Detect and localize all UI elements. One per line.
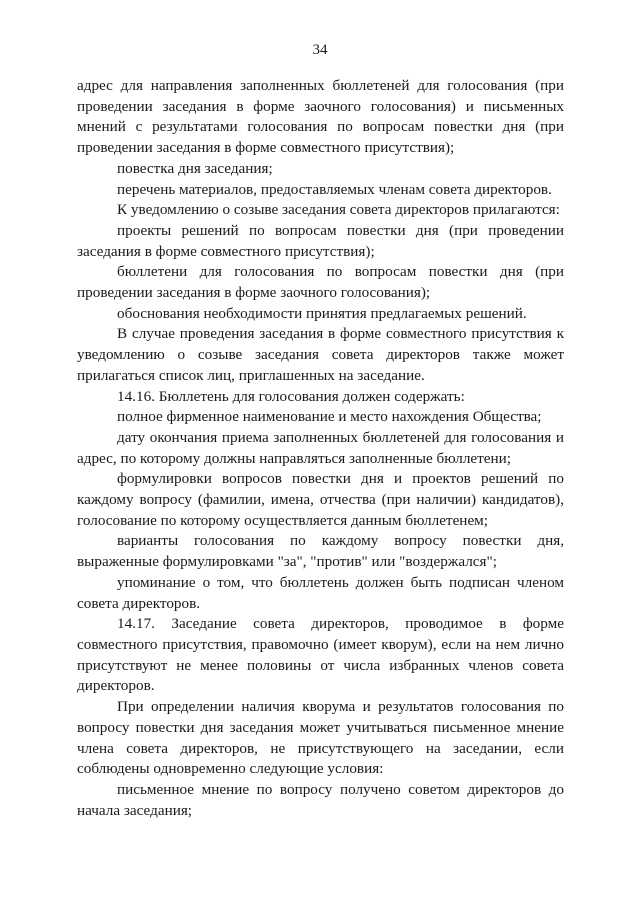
- paragraph: дату окончания приема заполненных бюллетеней для голосования и адрес, по которому должны направляться заполненные бюллетени;: [77, 428, 564, 467]
- paragraph: бюллетени для голосования по вопросам повестки дня (при проведении заседания в форме заочного голосования);: [77, 263, 564, 302]
- paragraph: адрес для направления заполненных бюллетеней для голосования (при проведении заседания в форме заочного голосования) и письменных мнений с результатами голосования по вопросам повестки дня (при проведении заседания в форме совместного присутствия);: [77, 77, 564, 157]
- paragraph: В случае проведения заседания в форме совместного присутствия к уведомлению о созыве заседания совета директоров также может прилагаться список лиц, приглашенных на заседание.: [77, 325, 564, 384]
- paragraph: полное фирменное наименование и место нахождения Общества;: [117, 408, 542, 426]
- body-text: [77, 76, 564, 821]
- paragraph: упоминание о том, что бюллетень должен быть подписан членом совета директоров.: [77, 573, 564, 612]
- paragraph: обоснования необходимости принятия предлагаемых решений.: [117, 304, 527, 322]
- paragraph: 14.17. Заседание совета директоров, проводимое в форме совместного присутствия, правомочно (имеет кворум), если на нем лично присутствуют не менее половины от числа избранных членов совета директоров.: [77, 615, 564, 695]
- paragraph: К уведомлению о созыве заседания совета директоров прилагаются:: [117, 201, 560, 219]
- paragraph: варианты голосования по каждому вопросу повестки дня, выраженные формулировками "за", "против" или "воздержался";: [77, 532, 564, 571]
- paragraph: перечень материалов, предоставляемых членам совета директоров.: [117, 180, 552, 198]
- paragraph: При определении наличия кворума и результатов голосования по вопросу повестки дня заседания может учитываться письменное мнение члена совета директоров, не присутствующего на заседании, если соблюдены одновременно следующие условия:: [77, 698, 564, 778]
- paragraph: формулировки вопросов повестки дня и проектов решений по каждому вопросу (фамилии, имена, отчества (при наличии) кандидатов), голосование по которому осуществляется данным бюллетенем;: [77, 470, 564, 529]
- paragraph: 14.16. Бюллетень для голосования должен содержать:: [117, 387, 465, 405]
- paragraph: письменное мнение по вопросу получено советом директоров до начала заседания;: [77, 780, 564, 819]
- paragraph: проекты решений по вопросам повестки дня (при проведении заседания в форме совместного присутствия);: [77, 221, 564, 260]
- page-number: 34: [312, 42, 328, 58]
- paragraph: повестка дня заседания;: [117, 159, 273, 177]
